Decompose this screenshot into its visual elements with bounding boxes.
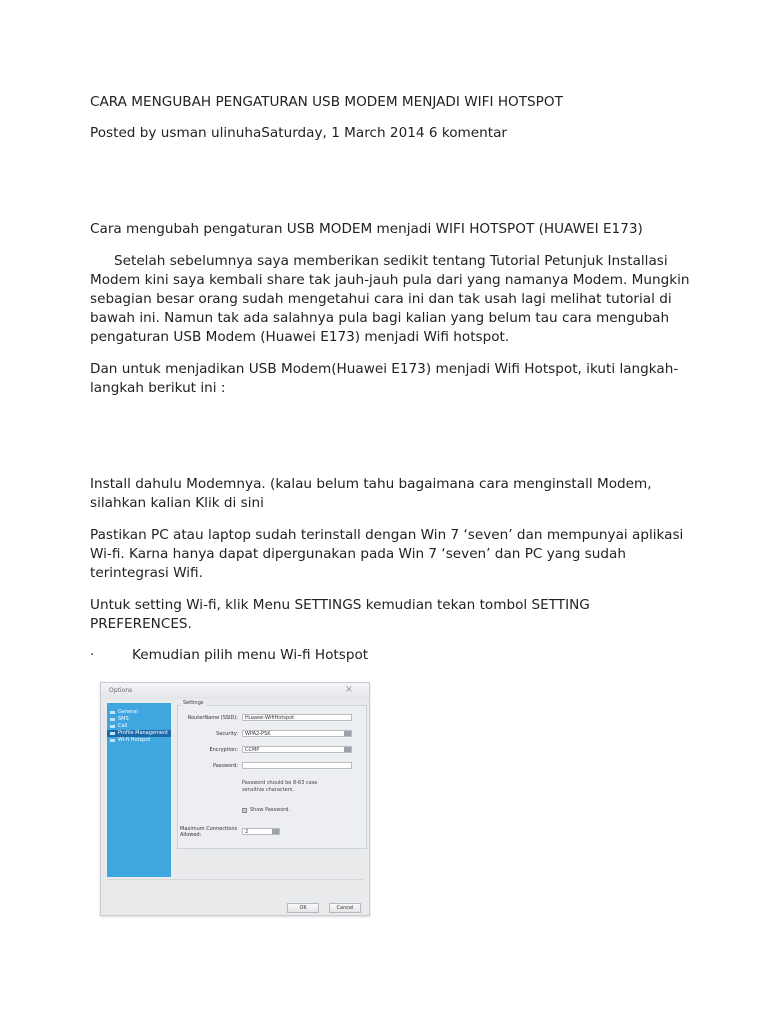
max-connections-select: [242, 828, 280, 835]
max-connections-value: 2: [245, 829, 249, 835]
dialog-sidebar: [107, 703, 171, 877]
chevron-down-icon: [344, 747, 351, 753]
ok-button: OK: [287, 903, 319, 913]
max-connections-label: Maximum Connections Allowed:: [180, 826, 238, 838]
router-name-label: RouterName (SSID):: [187, 715, 238, 721]
cancel-button: Cancel: [329, 903, 361, 913]
encryption-select: [242, 746, 352, 753]
bullet-symbol: ·: [90, 647, 95, 663]
security-value: WPA2-PSK: [245, 731, 271, 737]
encryption-label: Encryption:: [209, 747, 238, 753]
password-field: [242, 762, 352, 769]
security-label: Security:: [216, 731, 238, 737]
dialog-title: Options: [109, 687, 133, 694]
body-paragraph-2: Dan untuk menjadikan USB Modem(Huawei E173) menjadi Wifi Hotspot, ikuti langkah-langkah berikut ini :: [90, 361, 679, 396]
chevron-down-icon: [344, 731, 351, 737]
page-title: CARA MENGUBAH PENGATURAN USB MODEM MENJADI WIFI HOTSPOT: [90, 94, 563, 110]
show-password-checkbox: [242, 808, 247, 813]
body-paragraph-5: Untuk setting Wi-fi, klik Menu SETTINGS kemudian tekan tombol SETTING PREFERENCES.: [90, 597, 590, 632]
post-meta: Posted by usman ulinuhaSaturday, 1 March 2014 6 komentar: [90, 125, 507, 141]
security-select: [242, 730, 352, 737]
settings-group: [177, 700, 367, 849]
show-password-label: Show Password.: [250, 807, 291, 813]
sidebar-item-sms: SMS: [107, 716, 171, 723]
body-paragraph-4: Pastikan PC atau laptop sudah terinstall dengan Win 7 ‘seven’ dan mempunyai aplikasi Wi-fi. Karna hanya dapat dipergunakan pada Win 7 ‘seven’ dan PC yang sudah terintegrasi Wifi.: [90, 527, 684, 581]
body-paragraph-3: Install dahulu Modemnya. (kalau belum tahu bagaimana cara menginstall Modem, silahkan kalian Klik di sini: [90, 476, 652, 511]
dialog-titlebar: [101, 683, 369, 699]
password-label: Password:: [212, 763, 238, 769]
dialog-divider: [107, 879, 363, 880]
close-icon: ×: [344, 684, 353, 695]
sidebar-item-wifi-hotspot: Wi-fi Hotspot: [107, 737, 171, 744]
sidebar-item-general: General: [107, 709, 171, 716]
router-name-field: Huawei-WifiHotspot: [242, 714, 352, 721]
chevron-down-icon: [272, 829, 279, 835]
intro-paragraph: Cara mengubah pengaturan USB MODEM menjadi WIFI HOTSPOT (HUAWEI E173): [90, 221, 643, 237]
bullet-text: Kemudian pilih menu Wi-fi Hotspot: [132, 647, 369, 663]
password-note: Password should be 8-63 case sensitive characters.: [242, 780, 318, 793]
bullet-item: [90, 646, 368, 665]
body-paragraph-1: Setelah sebelumnya saya memberikan sedikit tentang Tutorial Petunjuk Installasi Modem kini saya kembali share tak jauh-jauh pula dari yang namanya Modem. Mungkin sebagian besar orang sudah mengetahui cara ini dan tak usah lagi melihat tutorial di bawah ini. Namun tak ada salahnya pula bagi kalian yang belum tau cara mengubah pengaturan USB Modem (Huawei E173) menjadi Wifi hotspot.: [90, 253, 690, 345]
sidebar-item-call: Call: [107, 723, 171, 730]
encryption-value: CCMP: [245, 747, 260, 753]
options-dialog-screenshot: [100, 682, 370, 916]
settings-group-label: Settings: [183, 700, 204, 706]
sidebar-item-profile-management: Profile Management: [107, 730, 171, 737]
